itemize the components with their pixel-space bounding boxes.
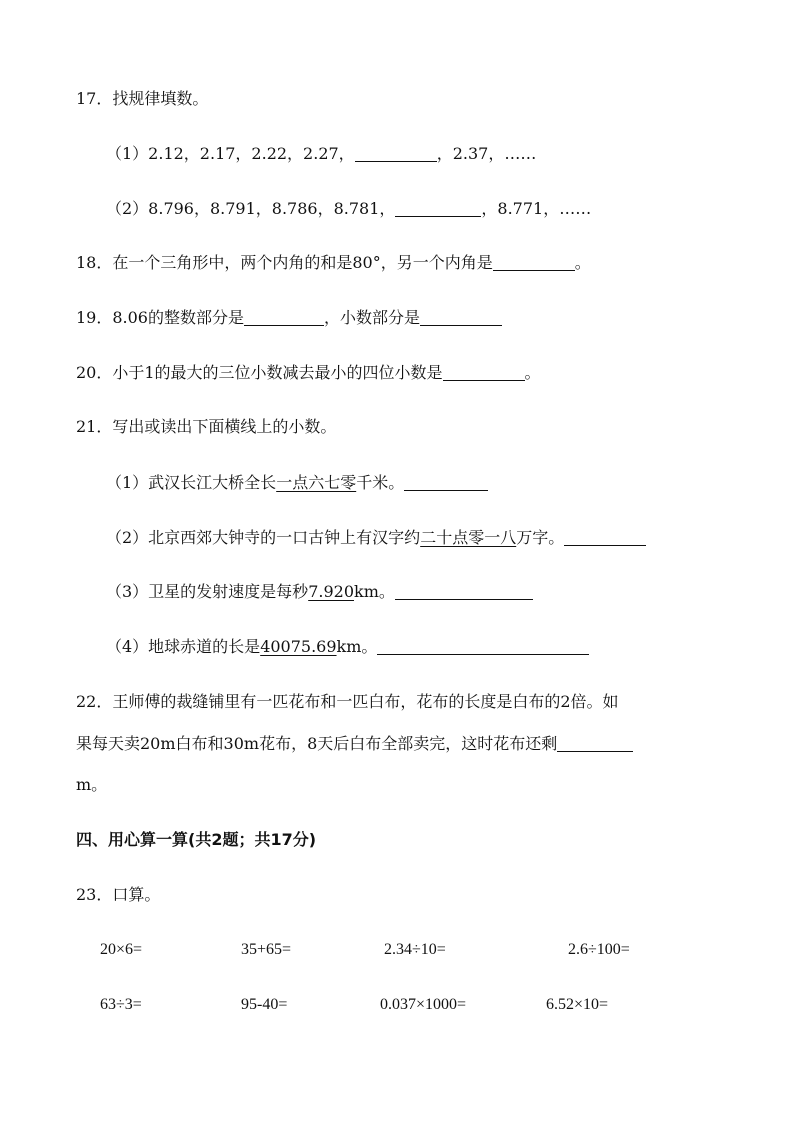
answer-blank[interactable]: [395, 583, 533, 600]
answer-blank[interactable]: [493, 254, 575, 271]
q18-text: 18．在一个三角形中，两个内角的和是80°，另一个内角是: [76, 253, 493, 272]
q21-item-4: [106, 636, 589, 658]
answer-blank[interactable]: [420, 309, 502, 326]
underlined-number: 一点六七零: [276, 473, 357, 492]
q21-item-2-unit: 万字。: [516, 528, 565, 547]
calc-item: 95-40=: [241, 996, 288, 1013]
q18-suffix: 。: [574, 253, 591, 272]
answer-blank[interactable]: [377, 638, 589, 655]
q22-line-1: 22．王师傅的裁缝铺里有一匹花布和一匹白布，花布的长度是白布的2倍。如: [76, 692, 619, 711]
q18: [76, 252, 591, 274]
answer-blank[interactable]: [557, 735, 633, 752]
q21-item-4-unit: km。: [336, 637, 378, 656]
answer-blank[interactable]: [404, 474, 488, 491]
q22-line-2: [76, 733, 633, 755]
q19-text-2: ，小数部分是: [324, 308, 421, 327]
q19: [76, 307, 502, 329]
answer-blank[interactable]: [355, 145, 437, 162]
answer-blank[interactable]: [443, 364, 525, 381]
q17-item-2-prefix: （2）8.796，8.791，8.786，8.781，: [106, 199, 396, 218]
q21-item-2: [106, 527, 646, 549]
q17-item-1-prefix: （1）2.12，2.17，2.22，2.27，: [106, 144, 355, 163]
q22-line-3: m。: [76, 775, 108, 794]
q21-item-3-unit: km。: [354, 582, 395, 601]
calc-item: 2.34÷10=: [384, 941, 446, 958]
q21-item-2-text: （2）北京西郊大钟寺的一口古钟上有汉字约: [106, 528, 421, 547]
q17-item-1: [106, 143, 536, 165]
q23-title: 23．口算。: [76, 885, 161, 904]
underlined-number: 二十点零一八: [420, 528, 517, 547]
q21-item-1: [106, 472, 488, 494]
q17-item-2-suffix: ，8.771，……: [481, 199, 592, 218]
q21-item-4-text: （4）地球赤道的长是: [106, 637, 261, 656]
underlined-number: 40075.69: [260, 637, 337, 656]
underlined-number: 7.920: [308, 582, 354, 601]
answer-blank[interactable]: [564, 529, 646, 546]
q22-line-2-text: 果每天卖20m白布和30m花布，8天后白布全部卖完，这时花布还剩: [76, 734, 558, 753]
answer-blank[interactable]: [395, 200, 481, 217]
q17-title: 17．找规律填数。: [76, 89, 209, 108]
q20: [76, 362, 541, 384]
q21-item-3: [106, 581, 533, 603]
q20-text: 20．小于1的最大的三位小数减去最小的四位小数是: [76, 363, 443, 382]
q21-title: 21．写出或读出下面横线上的小数。: [76, 417, 337, 436]
q17-item-1-suffix: ，2.37，……: [436, 144, 537, 163]
q21-item-1-unit: 千米。: [356, 473, 405, 492]
calc-item: 63÷3=: [100, 996, 142, 1013]
calc-item: 35+65=: [241, 941, 292, 958]
answer-blank[interactable]: [244, 309, 324, 326]
q17-item-2: [106, 198, 591, 220]
calc-item: 2.6÷100=: [568, 941, 630, 958]
calc-item: 6.52×10=: [546, 996, 609, 1013]
section-heading: 四、用心算一算(共2题；共17分): [76, 830, 317, 849]
q21-item-3-text: （3）卫星的发射速度是每秒: [106, 582, 309, 601]
calc-item: 0.037×1000=: [380, 996, 467, 1013]
q21-item-1-text: （1）武汉长江大桥全长: [106, 473, 277, 492]
calc-item: 20×6=: [100, 941, 143, 958]
q20-suffix: 。: [524, 363, 541, 382]
q19-text-1: 19．8.06的整数部分是: [76, 308, 244, 327]
